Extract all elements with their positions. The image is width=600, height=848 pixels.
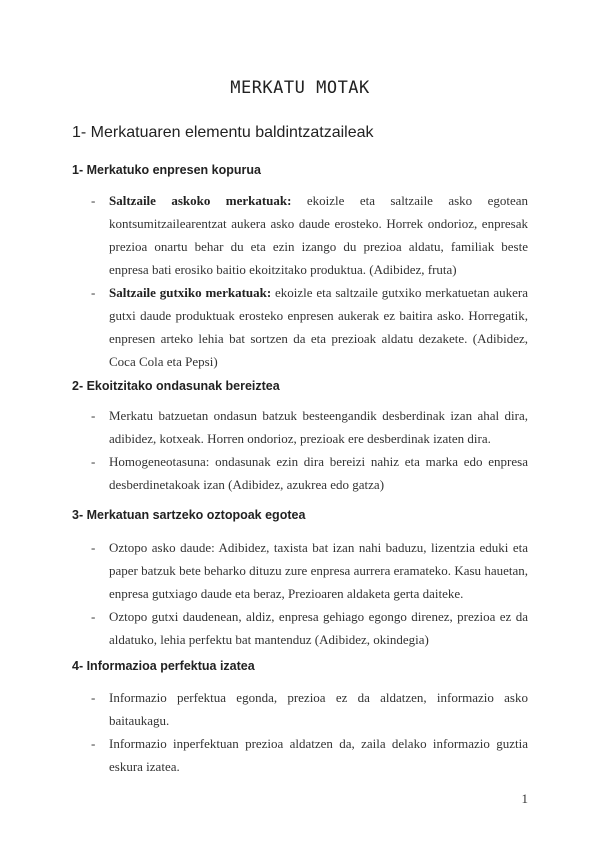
item-term: Saltzaile gutxiko merkatuak: — [109, 285, 272, 300]
list-item — [72, 536, 528, 605]
list-item — [72, 450, 528, 496]
section-list-1 — [72, 189, 528, 373]
item-term: Saltzaile askoko merkatuak: — [109, 193, 292, 208]
dash-bullet-icon: - — [91, 193, 96, 208]
document-title: MERKATU MOTAK — [230, 78, 370, 98]
list-item — [72, 404, 528, 450]
list-item — [72, 281, 528, 373]
dash-bullet-icon: - — [91, 540, 96, 555]
section-list-2 — [72, 404, 528, 496]
list-item — [72, 732, 528, 778]
item-text: Informazio inperfektuan prezioa aldatzen da, zaila delako informazio guztia eskura izatea. — [109, 736, 528, 774]
page-number: 1 — [521, 791, 528, 806]
section-list-4 — [72, 686, 528, 778]
list-item — [72, 189, 528, 281]
item-text: ekoizle eta saltzaile gutxiko merkatuetan aukera gutxi daude produktuak erosteko enpresen aukerak ez baitira asko. Horregatik, enpresen arteko lehia bat sortzen da eta prezioak aldatu dezakete. (Adibidez, Coca Cola eta Pepsi) — [109, 285, 528, 369]
dash-bullet-icon: - — [91, 736, 96, 751]
section-list-3 — [72, 536, 528, 651]
section-heading-2: 2- Ekoitzitako ondasunak bereiztea — [72, 379, 280, 393]
list-item — [72, 686, 528, 732]
list-item — [72, 605, 528, 651]
dash-bullet-icon: - — [91, 454, 96, 469]
item-text: Oztopo gutxi daudenean, aldiz, enpresa gehiago egongo direnez, prezioa ez da aldatuko, lehia perfektu bat mantenduz (Adibidez, okindegia) — [109, 609, 528, 647]
item-text: ekoizle eta saltzaile asko egotean kontsumitzailearentzat aukera asko daude erosteko. Horrek ondorioz, enpresak prezioa onartu behar du eta ezin izango du prezioa aldatu, familiak beste enpresa bati erosiko baitio ekoitzitako produktua. (Adibidez, fruta) — [109, 193, 529, 277]
dash-bullet-icon: - — [91, 690, 96, 705]
section-heading-4: 4- Informazioa perfektua izatea — [72, 659, 255, 673]
item-text: Merkatu batzuetan ondasun batzuk besteengandik desberdinak izan ahal dira, adibidez, kotxeak. Horren ondorioz, prezioak ere desberdinak izaten dira. — [109, 408, 528, 446]
dash-bullet-icon: - — [91, 609, 96, 624]
dash-bullet-icon: - — [91, 285, 96, 300]
item-text: Homogeneotasuna: ondasunak ezin dira bereizi nahiz eta marka edo enpresa desberdinetakoak izan (Adibidez, azukrea edo gatza) — [109, 454, 528, 492]
main-heading: 1- Merkatuaren elementu baldintzatzaileak — [72, 124, 374, 141]
item-text: Informazio perfektua egonda, prezioa ez da aldatzen, informazio asko baitaukagu. — [109, 690, 528, 728]
section-heading-3: 3- Merkatuan sartzeko oztopoak egotea — [72, 508, 306, 522]
item-text: Oztopo asko daude: Adibidez, taxista bat izan nahi baduzu, lizentzia eduki eta paper batzuk bete beharko dituzu zure enpresa aurrera eramateko. Kasu hauetan, enpresa gutxiago daude eta beraz, Prezioaren aldaketa gerta daiteke. — [109, 540, 528, 601]
section-heading-1: 1- Merkatuko enpresen kopurua — [72, 163, 261, 177]
dash-bullet-icon: - — [91, 408, 96, 423]
